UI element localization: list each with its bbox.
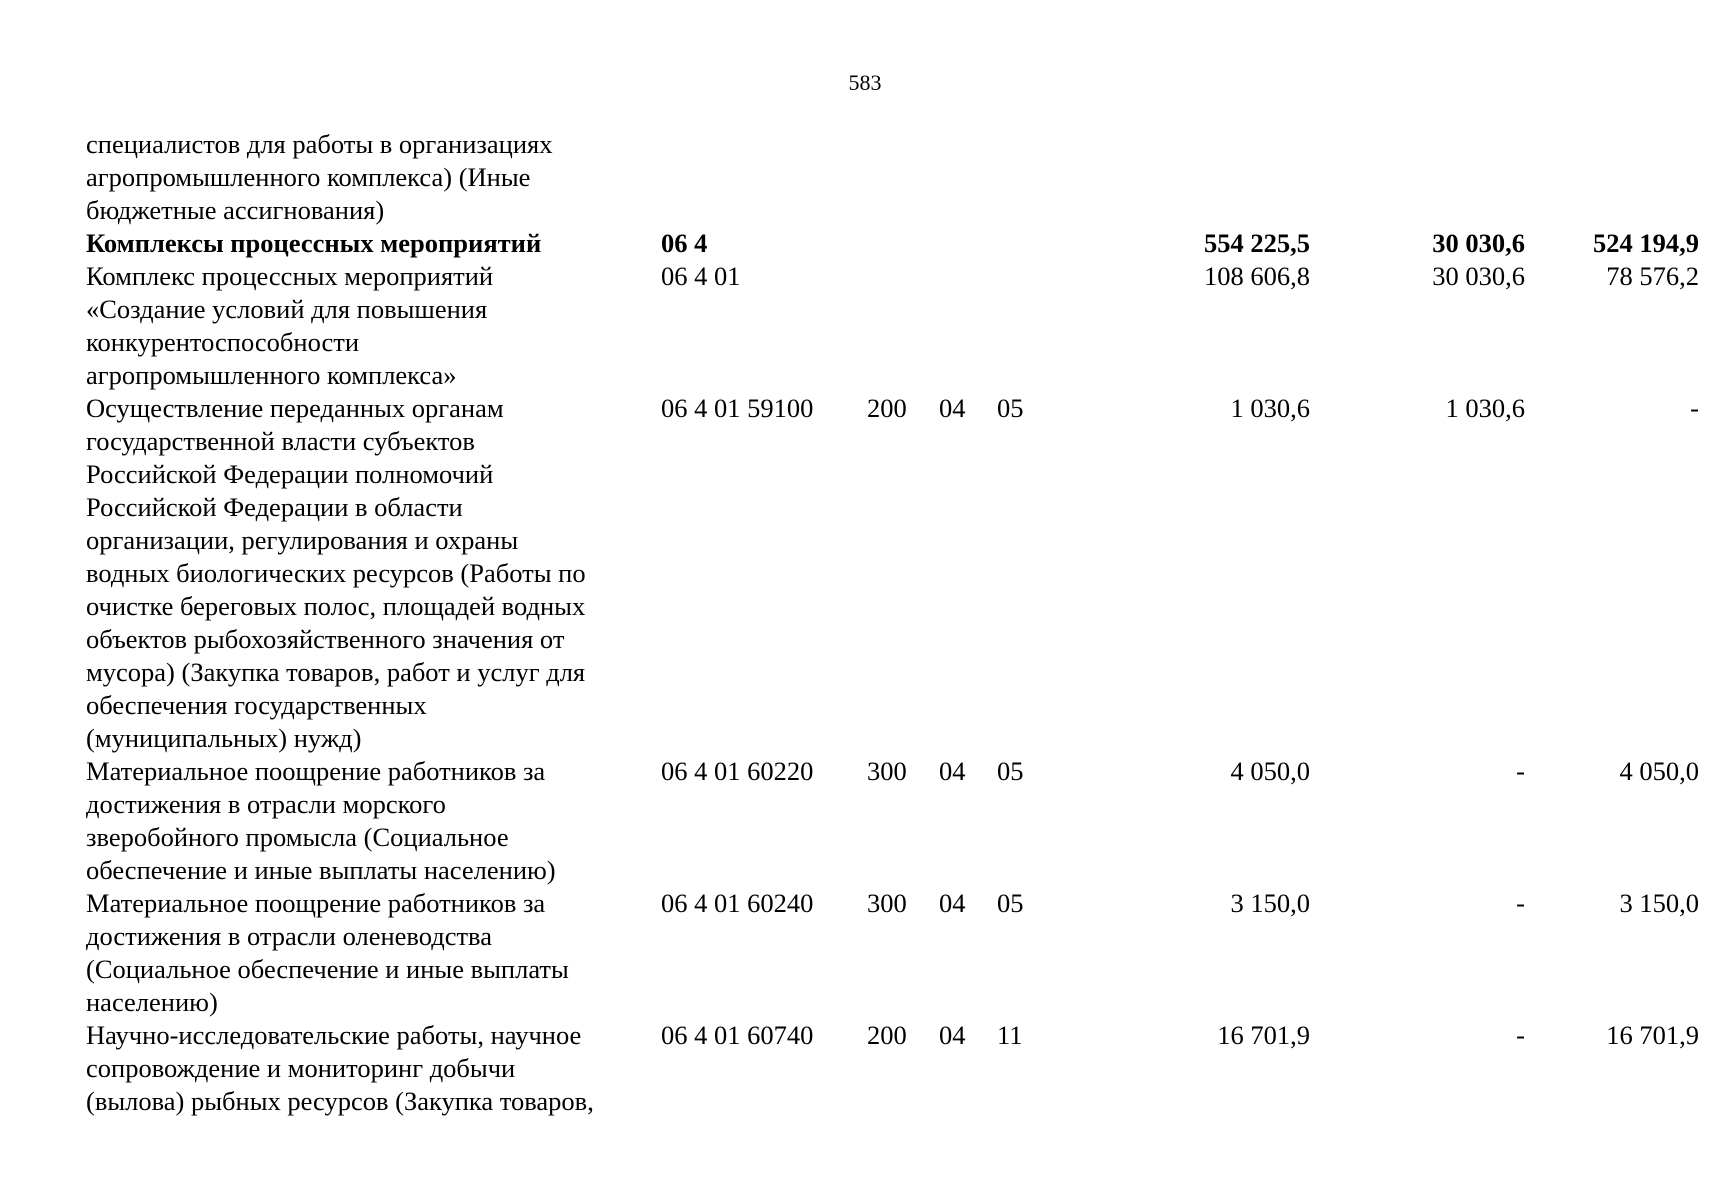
description-line: Научно-исследовательские работы, научное xyxy=(86,1020,582,1050)
description-line: сопровождение и мониторинг добычи xyxy=(86,1053,516,1083)
description-line: (муниципальных) нужд) xyxy=(86,723,362,753)
description-line: государственной власти субъектов xyxy=(86,426,475,456)
regional-amount: 78 576,2 xyxy=(1606,261,1699,291)
total-amount: 554 225,5 xyxy=(1204,228,1310,258)
description-line: Материальное поощрение работников за xyxy=(86,888,546,918)
description-line: (вылова) рыбных ресурсов (Закупка товаров, xyxy=(86,1086,594,1116)
target-article-code: 06 4 01 60220 xyxy=(661,756,814,786)
description-line: достижения в отрасли оленеводства xyxy=(86,921,492,951)
description-line: обеспечение и иные выплаты населению) xyxy=(86,855,556,885)
description-line: Осуществление переданных органам xyxy=(86,393,504,423)
total-amount: 4 050,0 xyxy=(1230,756,1310,786)
total-amount: 1 030,6 xyxy=(1230,393,1310,423)
section-code: 04 xyxy=(939,888,966,918)
target-article-code: 06 4 01 60240 xyxy=(661,888,814,918)
subsection-code: 11 xyxy=(997,1020,1023,1050)
subsection-code: 05 xyxy=(997,888,1024,918)
subsection-code: 05 xyxy=(997,756,1024,786)
table-row xyxy=(86,128,1626,227)
description-line: Комплекс процессных мероприятий xyxy=(86,261,494,291)
table-row xyxy=(86,260,1699,392)
row-description xyxy=(86,755,646,887)
description-line: организации, регулирования и охраны xyxy=(86,525,519,555)
regional-amount: 3 150,0 xyxy=(1619,888,1699,918)
section-code: 04 xyxy=(939,393,966,423)
description-line: мусора) (Закупка товаров, работ и услуг для xyxy=(86,657,586,687)
row-description xyxy=(86,1019,646,1118)
section-code: 04 xyxy=(939,756,966,786)
description-line: специалистов для работы в организациях xyxy=(86,129,553,159)
page-number: 583 xyxy=(848,70,882,95)
target-article-code: 06 4 01 xyxy=(661,261,741,291)
total-amount: 108 606,8 xyxy=(1204,261,1310,291)
regional-amount: 16 701,9 xyxy=(1606,1020,1699,1050)
expense-type-code: 300 xyxy=(867,756,907,786)
total-amount: 3 150,0 xyxy=(1230,888,1310,918)
row-description xyxy=(86,128,646,227)
federal-amount: - xyxy=(1516,888,1525,918)
table-row xyxy=(86,227,1699,260)
expense-type-code: 200 xyxy=(867,1020,907,1050)
description-line: конкурентоспособности xyxy=(86,327,360,357)
description-line: агропромышленного комплекса) (Иные xyxy=(86,162,531,192)
federal-amount: 1 030,6 xyxy=(1445,393,1525,423)
description-line: Материальное поощрение работников за xyxy=(86,756,546,786)
federal-amount: - xyxy=(1516,756,1525,786)
description-line: обеспечения государственных xyxy=(86,690,427,720)
regional-amount: 4 050,0 xyxy=(1619,756,1699,786)
regional-amount: - xyxy=(1690,393,1699,423)
expense-type-code: 300 xyxy=(867,888,907,918)
row-description xyxy=(86,227,646,260)
row-description xyxy=(86,260,646,392)
subsection-code: 05 xyxy=(997,393,1024,423)
total-amount: 16 701,9 xyxy=(1217,1020,1310,1050)
description-line: Российской Федерации полномочий xyxy=(86,459,494,489)
description-line: бюджетные ассигнования) xyxy=(86,195,385,225)
description-line: Российской Федерации в области xyxy=(86,492,463,522)
table-row xyxy=(86,755,1699,887)
table-row xyxy=(86,1019,1699,1118)
regional-amount: 524 194,9 xyxy=(1593,228,1699,258)
description-line: достижения в отрасли морского xyxy=(86,789,446,819)
table-row xyxy=(86,392,1699,755)
description-line: очистке береговых полос, площадей водных xyxy=(86,591,586,621)
target-article-code: 06 4 01 60740 xyxy=(661,1020,814,1050)
description-line: объектов рыбохозяйственного значения от xyxy=(86,624,565,654)
description-line: населению) xyxy=(86,987,218,1017)
description-line: (Социальное обеспечение и иные выплаты xyxy=(86,954,569,984)
row-description xyxy=(86,887,646,1019)
table-row xyxy=(86,887,1699,1019)
description-line: Комплексы процессных мероприятий xyxy=(86,228,542,258)
federal-amount: 30 030,6 xyxy=(1432,261,1525,291)
description-line: «Создание условий для повышения xyxy=(86,294,488,324)
federal-amount: 30 030,6 xyxy=(1432,228,1525,258)
description-line: водных биологических ресурсов (Работы по xyxy=(86,558,586,588)
expense-type-code: 200 xyxy=(867,393,907,423)
description-line: агропромышленного комплекса» xyxy=(86,360,457,390)
federal-amount: - xyxy=(1516,1020,1525,1050)
target-article-code: 06 4 xyxy=(661,228,708,258)
section-code: 04 xyxy=(939,1020,966,1050)
description-line: зверобойного промысла (Социальное xyxy=(86,822,509,852)
budget-table xyxy=(86,128,1699,1118)
row-description xyxy=(86,392,646,755)
target-article-code: 06 4 01 59100 xyxy=(661,393,814,423)
